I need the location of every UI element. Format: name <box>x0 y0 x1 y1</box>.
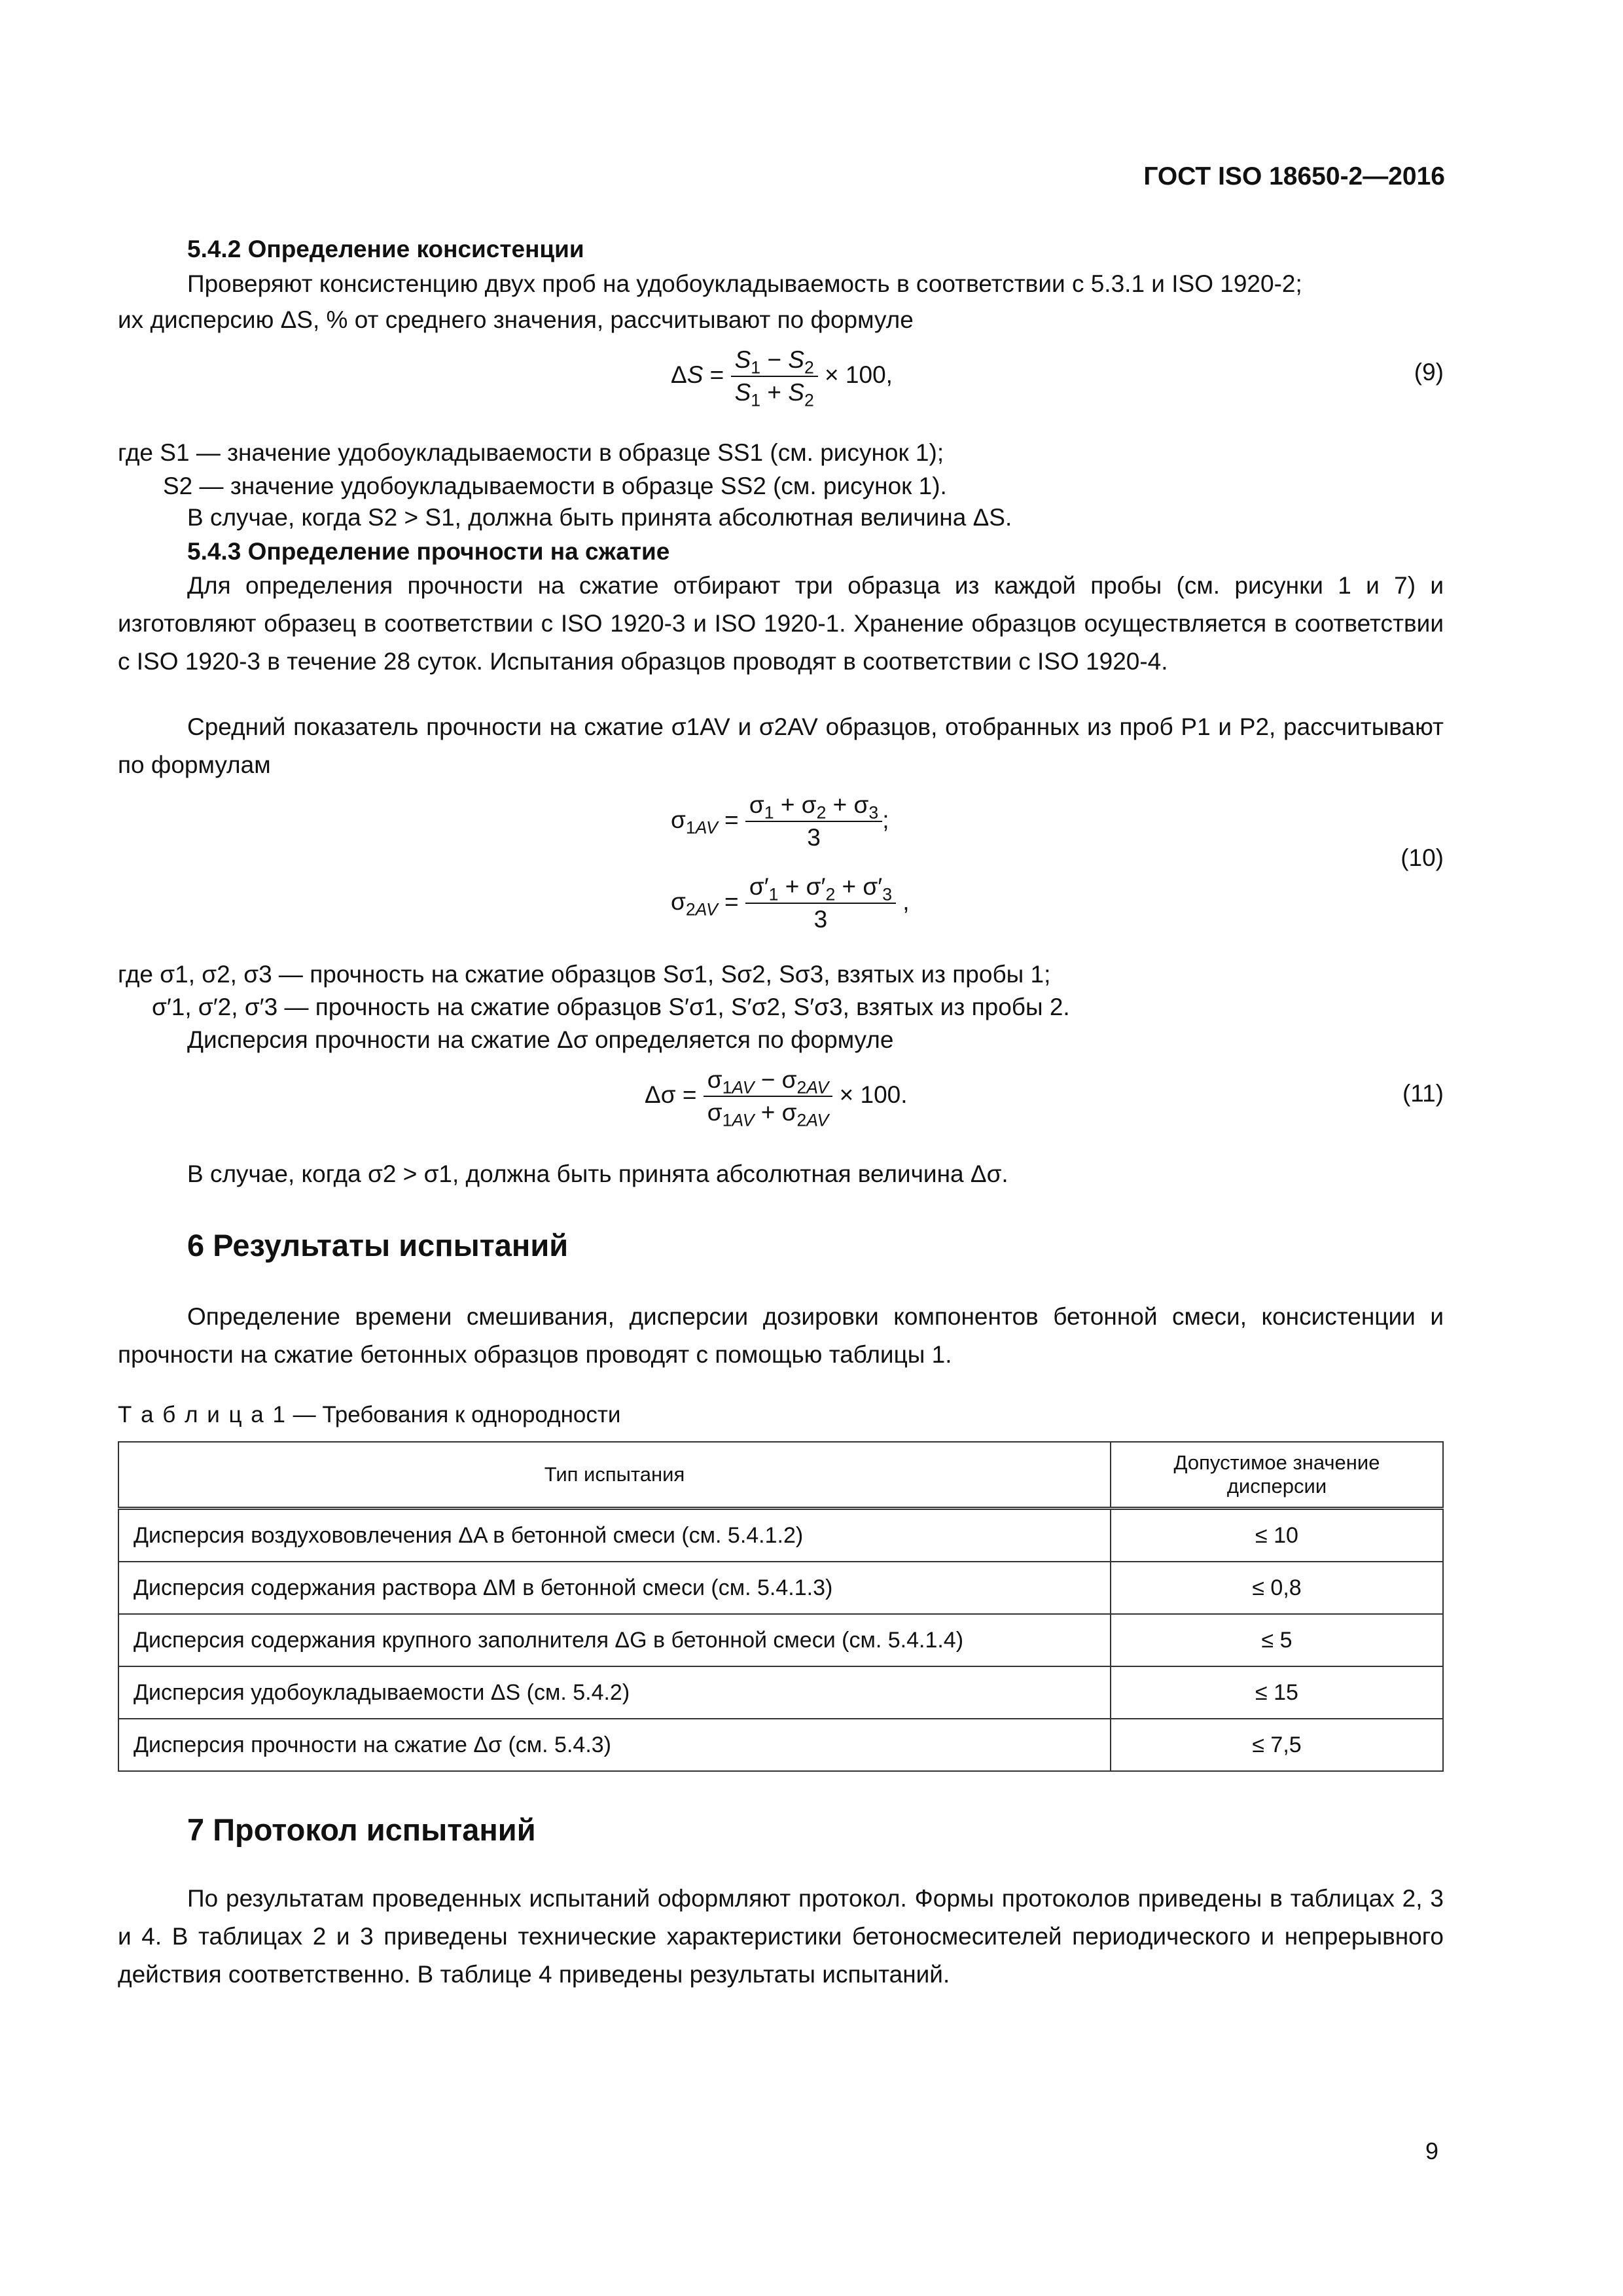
section-7-para: По результатам проведенных испытаний оформляют протокол. Формы протоколов приведены в таблицах 2, 3 и 4. В таблицах 2 и 3 приведены технические характеристики бетоносмесителей периодического и непрерывного действия соответственно. В таблице 4 приведены результаты испытаний. <box>118 1885 1444 1988</box>
allowed-value-cell: ≤ 5 <box>1111 1614 1443 1666</box>
document-id: ГОСТ ISO 18650-2—2016 <box>1143 162 1445 190</box>
where-sigma-prime: σ′1, σ′2, σ′3 — прочность на сжатие образцов S′σ1, S′σ2, S′σ3, взятых из пробы 2. <box>152 994 1070 1020</box>
absolute-value-note-s: В случае, когда S2 > S1, должна быть принята абсолютная величина ΔS. <box>187 504 1012 531</box>
formula-10a-fraction: $\frac{\sigma_1 + \sigma_2 + \sigma_3}{3}$ <box>745 792 882 851</box>
test-type-cell: Дисперсия воздухововлечения ΔA в бетонной смеси (см. 5.4.1.2) <box>118 1509 1111 1562</box>
formula-9-label: (9) <box>1414 359 1444 386</box>
table-row <box>118 1562 1443 1614</box>
formula-11-label: (11) <box>1402 1080 1444 1107</box>
where-sigma: где σ1, σ2, σ3 — прочность на сжатие образцов Sσ1, Sσ2, Sσ3, взятых из пробы 1; <box>118 961 1051 988</box>
table-header-row <box>118 1442 1443 1509</box>
test-type-cell: Дисперсия удобоукладываемости ΔS (см. 5.4.2) <box>118 1666 1111 1719</box>
formula-9-fraction: $\frac{S_1 - S_2}{S_1 + S_2}$ <box>731 347 818 406</box>
table-row <box>118 1719 1443 1771</box>
section-6-title: 6 Результаты испытаний <box>187 1228 569 1263</box>
formula-11: Δσ = $\frac{\sigma_{1AV} - \sigma_{2AV}}{\sigma_{1AV} + \sigma_{2AV}}$ × 100. <box>645 1066 908 1130</box>
section-6-para: Определение времени смешивания, дисперсии дозировки компонентов бетонной смеси, консистенции и прочности на сжатие бетонных образцов проводят с помощью таблицы 1. <box>118 1303 1444 1368</box>
table-1-caption <box>118 1402 620 1428</box>
allowed-value-cell: ≤ 15 <box>1111 1666 1443 1719</box>
formula-10b: $\sigma_{2AV}$ = $\frac{\sigma'_1 + \sigma'_2 + \sigma'_3}{3}$ , <box>671 873 910 933</box>
absolute-value-note-sigma: В случае, когда σ2 > σ1, должна быть принята абсолютная величина Δσ. <box>187 1160 1008 1187</box>
table-row <box>118 1509 1443 1562</box>
allowed-value-cell: ≤ 0,8 <box>1111 1562 1443 1614</box>
section-5-4-2-para-line2: их дисперсию ΔS, % от среднего значения, рассчитывают по формуле <box>118 306 914 333</box>
allowed-value-cell: ≤ 7,5 <box>1111 1719 1443 1771</box>
section-5-4-3-para3: Дисперсия прочности на сжатие Δσ определяется по формуле <box>187 1026 894 1053</box>
where-s1: где S1 — значение удобоукладываемости в образце SS1 (см. рисунок 1); <box>118 439 944 466</box>
formula-10-label: (10) <box>1400 844 1444 871</box>
test-type-cell: Дисперсия прочности на сжатие Δσ (см. 5.4.3) <box>118 1719 1111 1771</box>
table-row <box>118 1614 1443 1666</box>
test-type-cell: Дисперсия содержания раствора ΔM в бетонной смеси (см. 5.4.1.3) <box>118 1562 1111 1614</box>
uniformity-requirements-table <box>118 1441 1444 1772</box>
formula-9: ΔS = $\frac{S_1 - S_2}{S_1 + S_2}$ × 100, <box>671 346 893 410</box>
table-row <box>118 1666 1443 1719</box>
section-5-4-2-title: 5.4.2 Определение консистенции <box>187 236 584 262</box>
table-1-caption-label: Т а б л и ц а 1 <box>118 1402 287 1427</box>
formula-10a: $\sigma_{1AV}$ = $\frac{\sigma_1 + \sigma_2 + \sigma_3}{3}$ ; <box>671 791 889 851</box>
section-5-4-3-title: 5.4.3 Определение прочности на сжатие <box>187 538 670 565</box>
formula-11-fraction: $\frac{\sigma_{1AV} - \sigma_{2AV}}{\sigma_{1AV} + \sigma_{2AV}}$ <box>704 1067 833 1126</box>
test-type-cell: Дисперсия содержания крупного заполнителя ΔG в бетонной смеси (см. 5.4.1.4) <box>118 1614 1111 1666</box>
section-7-title: 7 Протокол испытаний <box>187 1812 536 1847</box>
where-s2: S2 — значение удобоукладываемости в образце SS2 (см. рисунок 1). <box>163 473 947 499</box>
section-5-4-3-para2: Средний показатель прочности на сжатие σ1AV и σ2AV образцов, отобранных из проб P1 и P2, рассчитывают по формулам <box>118 713 1444 778</box>
table-1-caption-text: — Требования к однородности <box>286 1402 621 1427</box>
section-5-4-2-para-line1: Проверяют консистенцию двух проб на удобоукладываемость в соответствии с 5.3.1 и ISO 1920-2; <box>187 270 1302 297</box>
column-header-test-type: Тип испытания <box>118 1442 1111 1509</box>
column-header-allowed-value: Допустимое значение дисперсии <box>1111 1442 1443 1509</box>
section-5-4-3-para1: Для определения прочности на сжатие отбирают три образца из каждой пробы (см. рисунки 1 и 7) и изготовляют образец в соответствии с ISO 1920-3 и ISO 1920-1. Хранение образцов осуществляется в соответствии с ISO 1920-3 в течение 28 суток. Испытания образцов проводят в соответствии с ISO 1920-4. <box>118 572 1444 675</box>
formula-10b-fraction: $\frac{\sigma'_1 + \sigma'_2 + \sigma'_3}{3}$ <box>745 874 896 933</box>
page-number: 9 <box>1425 2138 1438 2164</box>
allowed-value-cell: ≤ 10 <box>1111 1509 1443 1562</box>
